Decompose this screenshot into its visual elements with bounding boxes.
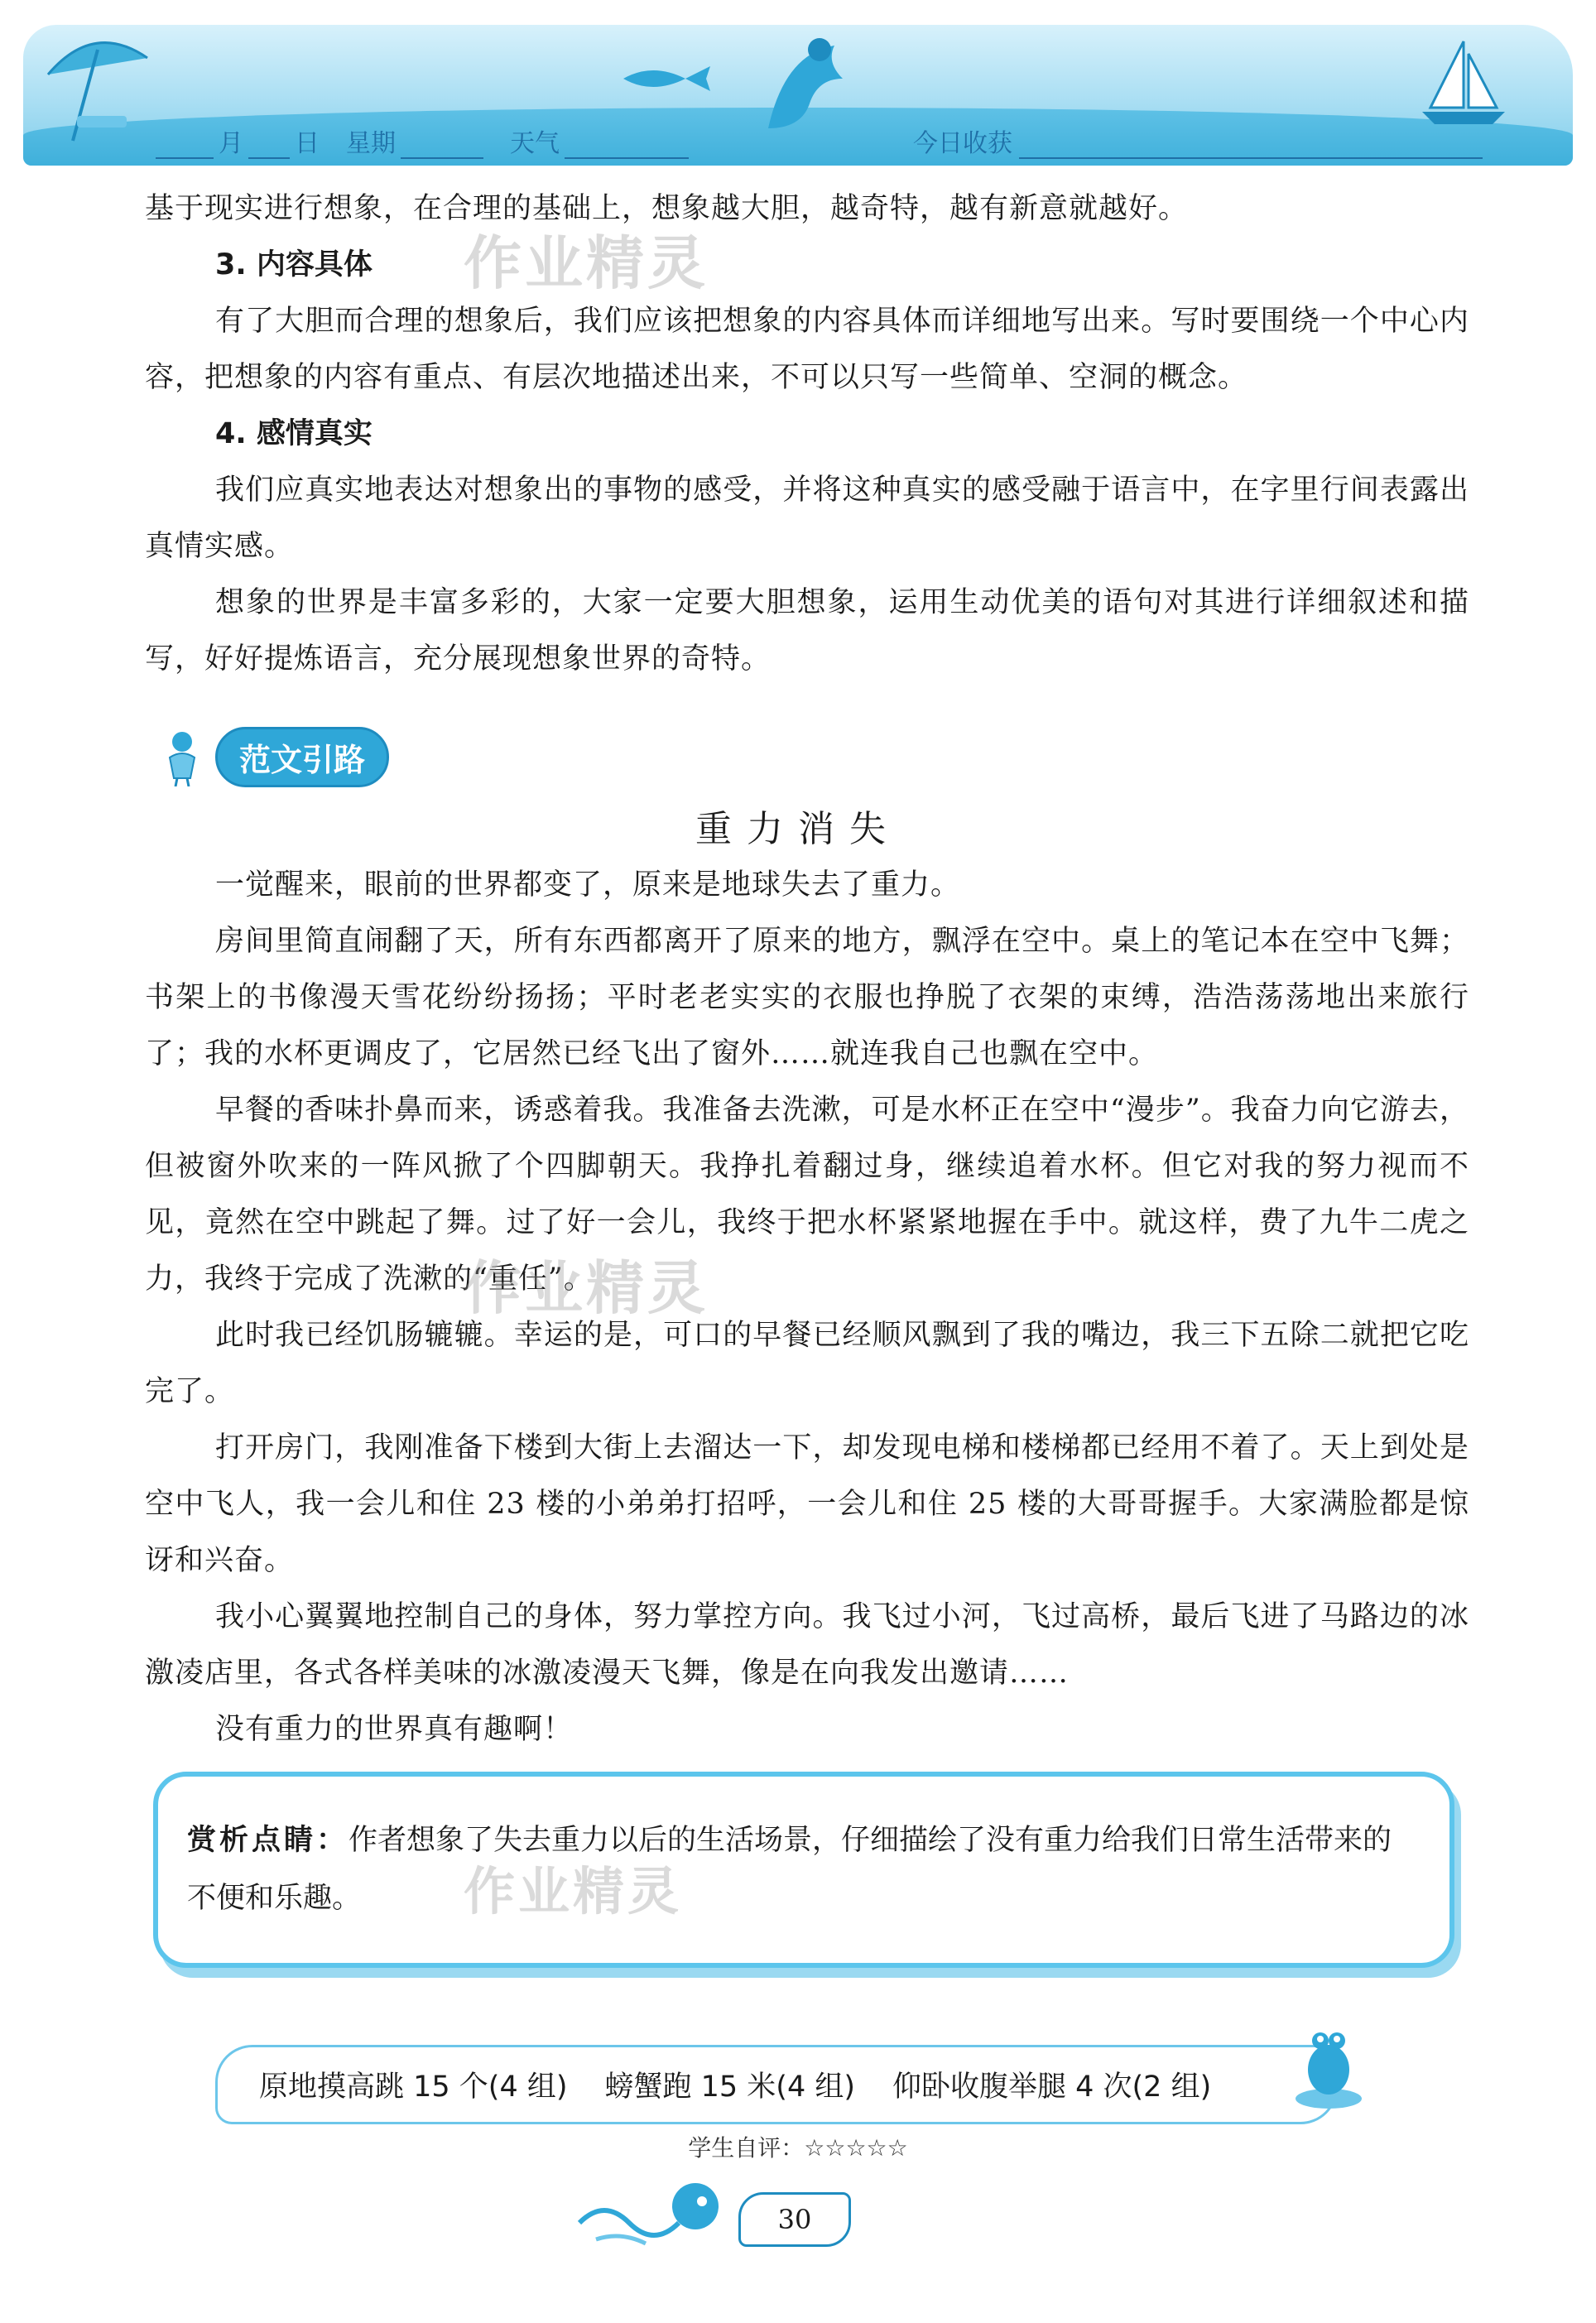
comment-text: 作者想象了失去重力以后的生活场景，仔细描绘了没有重力给我们日常生活带来的不便和乐趣。 [187, 1824, 1392, 1915]
point-4-paragraph: 我们应真实地表达对想象出的事物的感受，并将这种真实的感受融于语言中，在字里行间表露出真情实感。 [145, 474, 1469, 563]
watermark: 作业精灵 [464, 1254, 709, 1322]
flying-fish-icon [619, 58, 719, 99]
fish-swirl-icon [571, 2165, 745, 2256]
self-evaluation: 学生自评：☆☆☆☆☆ [688, 2134, 908, 2162]
beach-umbrella-icon [31, 25, 156, 149]
page-number: 30 [738, 2192, 851, 2247]
essay-paragraph: 打开房门，我刚准备下楼到大街上去溜达一下，却发现电梯和楼梯都已经用不着了。天上到处是空中飞人，我一会儿和住 23 楼的小弟弟打招呼，一会儿和住 25 楼的大哥哥握手。大家满脸都是惊讶和兴奋。 [145, 1431, 1469, 1577]
weather-blank[interactable] [565, 132, 689, 159]
intro-paragraph: 基于现实进行想象，在合理的基础上，想象越大胆，越奇特，越有新意就越好。 [145, 192, 1189, 225]
sailboat-icon [1414, 33, 1513, 132]
point-4-heading: 4. 感情真实 [215, 417, 373, 450]
exercise-item: 原地摸高跳 15 个(4 组) [259, 2070, 568, 2104]
essay-paragraph: 此时我已经饥肠辘辘。幸运的是，可口的早餐已经顺风飘到了我的嘴边，我三下五除二就把它吃完了。 [145, 1319, 1469, 1408]
point-3-paragraph: 有了大胆而合理的想象后，我们应该把想象的内容具体而详细地写出来。写时要围绕一个中心内容，把想象的内容有重点、有层次地描述出来，不可以只写一些简单、空洞的概念。 [145, 305, 1469, 394]
harvest-label: 今日收获 [913, 129, 1012, 158]
section-tag [157, 727, 389, 787]
essay-title: 重力消失 [695, 808, 901, 850]
summary-paragraph: 想象的世界是丰富多彩的，大家一定要大胆想象，运用生动优美的语句对其进行详细叙述和描写，好好提炼语言，充分展现想象世界的奇特。 [145, 586, 1469, 676]
month-label: 月 [219, 129, 243, 158]
essay-paragraph: 我小心翼翼地控制自己的身体，努力掌控方向。我飞过小河，飞过高桥，最后飞进了马路边的冰激凌店里，各式各样美味的冰激凌漫天飞舞，像是在向我发出邀请…… [145, 1600, 1469, 1690]
comment-text-block [187, 1811, 1421, 1927]
tips-section [145, 180, 1469, 687]
essay-body [145, 857, 1469, 1758]
exercise-item: 仰卧收腹举腿 4 次(2 组) [892, 2070, 1212, 2104]
day-blank[interactable] [248, 132, 290, 159]
essay-paragraph: 一觉醒来，眼前的世界都变了，原来是地球失去了重力。 [215, 868, 961, 902]
frog-icon [1291, 2012, 1366, 2111]
exercise-banner [215, 2045, 1338, 2124]
comment-box [153, 1772, 1454, 1968]
essay-paragraph: 房间里简直闹翻了天，所有东西都离开了原来的地方，飘浮在空中。桌上的笔记本在空中飞舞；书架上的书像漫天雪花纷纷扬扬；平时老老实实的衣服也挣脱了衣架的束缚，浩浩荡荡地出来旅行了；我的水杯更调皮了，它居然已经飞出了窗外……就连我自己也飘在空中。 [145, 925, 1469, 1070]
month-blank[interactable] [156, 132, 214, 159]
girl-icon [157, 729, 207, 786]
weather-label: 天气 [510, 129, 560, 158]
dolphin-icon [752, 29, 868, 153]
date-weather-row [156, 123, 689, 159]
watermark: 作业精灵 [464, 229, 709, 297]
point-3-heading: 3. 内容具体 [215, 248, 373, 281]
header-banner [23, 25, 1573, 166]
comment-label: 赏析点睛： [187, 1823, 349, 1857]
exercise-item: 螃蟹跑 15 米(4 组) [604, 2070, 855, 2104]
section-tag-label: 范文引路 [215, 727, 389, 787]
harvest-row [913, 123, 1483, 159]
watermark: 作业精灵 [464, 1861, 683, 1921]
harvest-blank[interactable] [1019, 132, 1483, 159]
essay-paragraph: 没有重力的世界真有趣啊！ [215, 1713, 574, 1746]
weekday-blank[interactable] [401, 132, 483, 159]
weekday-label: 星期 [346, 129, 396, 158]
essay-paragraph: 早餐的香味扑鼻而来，诱惑着我。我准备去洗漱，可是水杯正在空中“漫步”。我奋力向它游去，但被窗外吹来的一阵风掀了个四脚朝天。我挣扎着翻过身，继续追着水杯。但它对我的努力视而不见，竟然在空中跳起了舞。过了好一会儿，我终于把水杯紧紧地握在手中。就这样，费了九牛二虎之力，我终于完成了洗漱的“重任”。 [145, 1094, 1469, 1296]
day-label: 日 [295, 129, 320, 158]
